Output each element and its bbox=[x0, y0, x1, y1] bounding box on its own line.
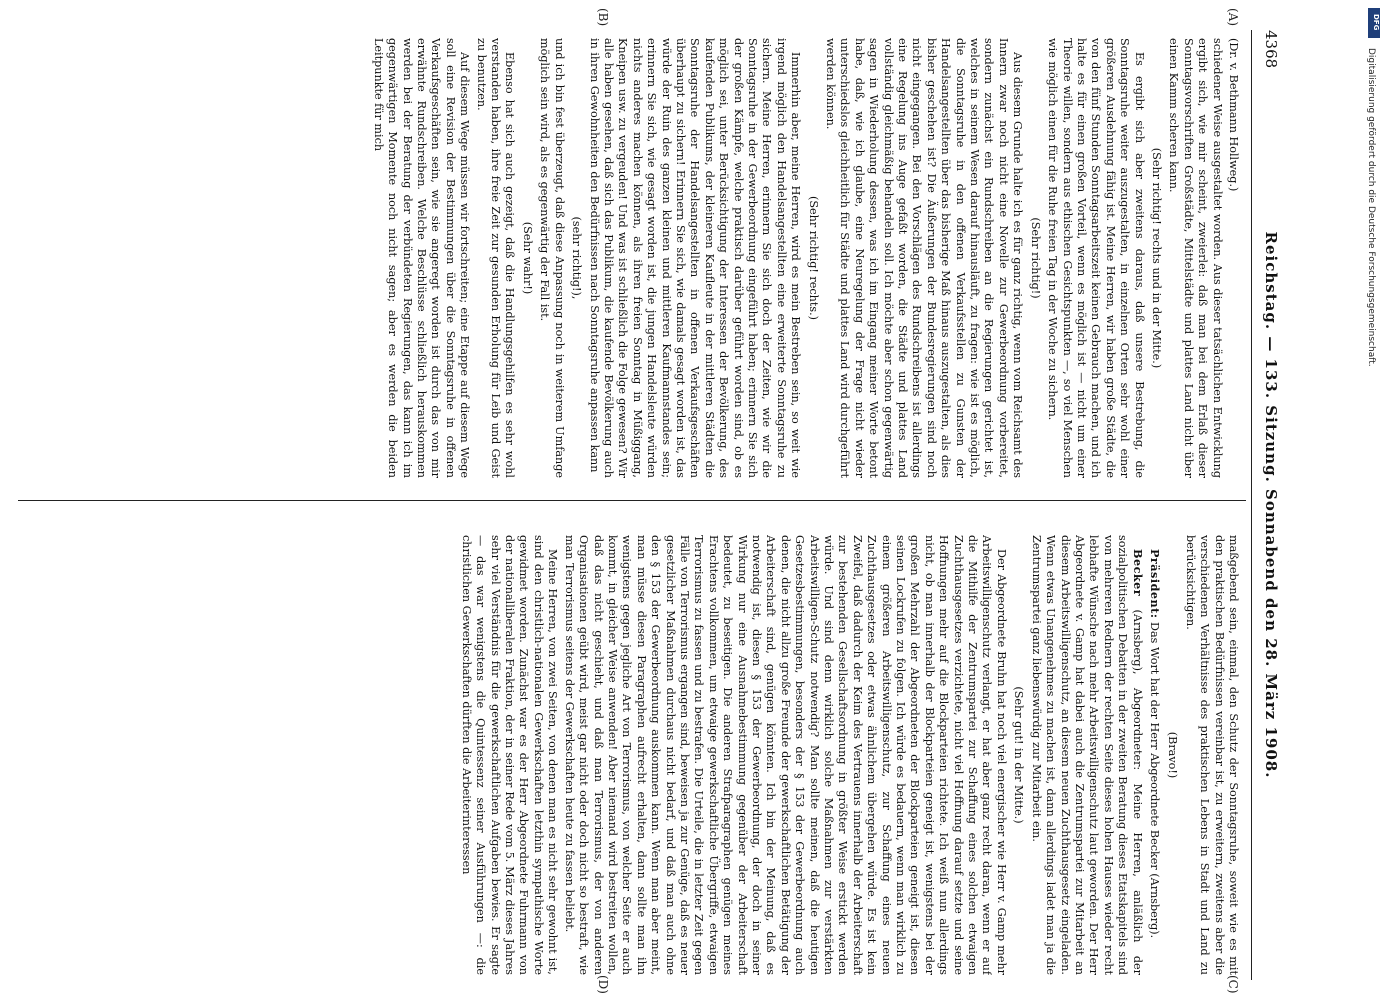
margin-mark-d: (D) bbox=[596, 975, 610, 994]
interjection: (Sehr richtig!) bbox=[1028, 217, 1042, 299]
session-title: Reichstag. — 133. Sitzung. Sonnabend den 28. März 1908. bbox=[1262, 231, 1280, 779]
paragraph: schiedener Weise ausgestaltet worden. Aus dieser tatsächlichen Entwicklung ergibt sich, wie mir scheint, zweierlei: daß man bei dem Erlaß dieser Sonntagsvorschriften Großstädte, Mittelstädte und plattes Land nicht über einen Kamm scheren kann. bbox=[1167, 38, 1224, 478]
speech-text: (Arnsberg), Abgeordneter: Meine Herren, anläßlich der sozialpolitischen Debatten in der zweiten Beratung dieses Etatskapitels sind von mehreren Rednern der rechten Seite dieses hohen Hauses wieder recht lebhafte Wünsche nach mehr Arbeitswilligenschutz laut geworden. Der Herr Abgeordnete v. Gamp hat dabei auch die Zentrumspartei zur Mitarbeit an diesem Arbeitswilligenschutz, an diesem neuen Zuchthausgesetz eingeladen. Wenn etwas Unangenehmes zu machen ist, dann allerdings ladet man ja die Zentrumspartei ganz liebenswürdig zur Mitarbeit ein. bbox=[1029, 535, 1144, 975]
speech-text: Das Wort hat der Herr Abgeordnete Becker (Arnsberg). bbox=[1147, 622, 1161, 939]
digitization-note bbox=[1366, 48, 1376, 648]
speech-paragraph bbox=[1028, 535, 1144, 975]
interjection: (Sehr wahr!) bbox=[520, 221, 534, 295]
paragraph: und ich bin fest überzeugt, daß diese Anpassung noch in weiterem Umfange möglich sein wird, als es gegenwärtig der Fall ist. bbox=[538, 38, 566, 478]
paragraph: Ebenso hat sich auch gezeigt, daß die Handlungsgehilfen es sehr wohl verstanden haben, ihre freie Zeit zur gesunden Erholung für Leib und Geist zu benutzen. bbox=[474, 38, 517, 478]
speech-paragraph bbox=[1147, 535, 1162, 975]
paragraph: Meine Herren, von zwei Seiten, von denen man es nicht sehr gewohnt ist, sind den christlich-nationalen Gewerkschaften letzthin sympathische Worte gewidmet worden. Zunächst war es der Herr Abgeordnete Fuhrmann von der nationalliberalen Fraktion, der in seiner Rede vom 5. März dieses Jahres sehr viel Verständnis für die gewerkschaftlichen Aufgaben bewies. Er sagte — das war wenigstens die Quintessenz seiner Ausführungen —: die christlichen Gewerkschaften dürften die Arbeiterinteressen bbox=[459, 535, 560, 975]
paragraph: Aus diesem Grunde halte ich es für ganz richtig, wenn vom Reichsamt des Innern zwar noch nicht eine Novelle zur Gewerbeordnung vorbereitet, sondern zunächst ein Rundschreiben an die Regierungen gerichtet ist, welches in seinem Wesen darauf hinausläuft, zu fragen: wie ist es möglich, die Sonntagsruhe in den offenen Verkaufsstellen zu Gunsten der Handelsangestellten über das bisherige Maß hinaus auszugestalten, als dies bisher geschehen ist? Die Äußerungen der Bundesregierungen sind noch nicht eingegangen. Bei den Vorschlägen des Rundschreibens ist allerdings eine Regelung ins Auge gefaßt worden, die Städte und plattes Land vollständig gleichmäßig behandeln soll. Ich möchte aber schon gegenwärtig sagen in Wiederholung dessen, was ich im Eingang meiner Worte betont habe, daß, wie ich glaube, eine Neuregelung der Frage nicht wieder unterschiedslos gleichheitlich für Städte und plattes Land wird durchgeführt werden können. bbox=[824, 38, 1025, 478]
dfg-logo-text: DFG bbox=[1372, 14, 1380, 31]
paragraph: Der Abgeordnete Bruhn hat noch viel energischer wie Herr v. Gamp mehr Arbeitswilligenschutz verlangt, er hat aber ganz recht daran, wenn er auf die Mithilfe der Zentrumspartei zur Schaffung eines solchen etwaigen Zuchthausgesetzes verzichtete, nicht viel Hoffnung darauf setzte und seine Hoffnungen mehr auf die Blockparteien richtete. Ich weiß nun allerdings nicht, ob man innerhalb der Blockparteien geneigt ist, wenigstens bei der großen Mehrzahl der Abgeordneten der Blockparteien geneigt ist, diesen seinen Lockrufen zu folgen. Ich würde es bedauern, wenn man wirklich zu einem größeren Arbeitswilligenschutz, zur Schaffung eines neuen Zuchthausgesetzes oder etwas ähnlichem übergehen würde. Es ist kein Zweifel, daß dadurch der Keim des Vertrauens innerhalb der Arbeiterschaft zur bestehenden Gesellschaftsordnung in größter Weise erstickt werden würde. Und sind denn wirklich solche Maßnahmen zur verstärkten Arbeitswilligen-Schutz notwendig? Man sollte meinen, daß die heutigen Gesetzesbestimmungen, besonders der § 153 der Gewerbeordnung auch denen, die nicht allzu große Freunde der gewerkschaftlichen Betätigung der Arbeiterschaft sind, genügen könnten. Ich bin der Meinung, daß es notwendig ist, diesen § 153 der Gewerbeordnung, der doch in seiner Wirkung nur eine Ausnahmebestimmung gegenüber der Arbeiterschaft bedeutet, zu beseitigen. Die anderen Strafparagraphen genügen meines Erachtens vollkommen, um etwaige gewerkschaftliche Übergriffe, etwaigen Terrorismus zu fassen und zu bestrafen. Die Urteile, die in letzter Zeit gegen Fälle von Terrorismus ergangen sind, beweisen ja zur Genüge, daß es neuer gesetzlicher Maßnahmen durchaus nicht bedarf, und daß man auch ohne den § 153 der Gewerbeordnung auskommen kann. Wenn man aber meint, man müsse diesen Paragraphen aufrecht erhalten, dann sollte man ihn wenigstens gegen jegliche Art von Terrorismus, von welcher Seite er auch kommt, in gleicher Weise anwenden! Aber niemand wird bestreiten wollen, daß das nicht geschieht, und daß man Terrorismus, der von anderen Organisationen geübt wird, meist gar nicht oder doch nicht so bestraft, wie man Terrorismus seitens der Gewerkschaften heute zu fassen beliebt. bbox=[562, 535, 1008, 975]
margin-mark-b: (B) bbox=[596, 8, 610, 27]
left-text-column bbox=[22, 38, 1240, 478]
paragraph: Immerhin aber, meine Herren, wird es mein Bestreben sein, so weit wie irgend möglich den Handelsangestellten eine erweiterte Sonntagsruhe zu sichern. Meine Herren, erinnern Sie sich doch der Zeiten, wie wir die Sonntagsruhe in der Gewerbeordnung eingeführt haben; erinnern Sie sich der großen Kämpfe, welche praktisch darüber geführt worden sind, ob es möglich sei, unter Berücksichtigung der Interessen der Bevölkerung, des kaufenden Publikums, der kleineren Kaufleute in der mittleren Städten die Sonntagsruhe der Handelsangestellten in offenen Verkaufsgeschäften überhaupt zu sichern! Erinnern Sie sich, wie damals gesagt worden ist, das würde der Ruin des ganzen kleinen und mittleren Kaufmannstandes sein; erinnern Sie sich, wie gesagt worden ist, die jungen Handelsleute würden nichts anderes machen können, als ihren freien Sonntag in Müßiggang, Kneipen usw. zu vergeuden! Und was ist schließlich die Folge gewesen? Wir alle haben gesehen, daß sich das Publikum, die kaufende Bevölkerung auch in ihren Gewohnheiten den Bedürfnissen nach Sonntagsruhe anpassen kann bbox=[587, 38, 803, 478]
paragraph: Es ergibt sich aber zweitens daraus, daß unsere Bestrebung, die Sonntagsruhe weiter auszugestalten, in einzelnen Orten sehr wohl einer größeren Ausdehnung fähig ist. Meine Herren, wir haben große Städte, die von den fünf Stunden Sonntagsarbeitszeit keinen Gebrauch machen, und ich halte es für einen großen Vorteil, wenn es möglich ist — nicht um einer Theorie willen, sondern aus ethischen Gesichtspunkten —, so viel Menschen wie möglich einen für die Ruhe freien Tag in der Woche zu sichern. bbox=[1046, 38, 1146, 478]
paragraph: (Dr. v. Bethmann Hollweg.) bbox=[1227, 38, 1240, 192]
right-text-column bbox=[22, 535, 1240, 975]
paragraph: Auf diesem Wege müssen wir fortschreiten; eine Etappe auf diesem Wege soll eine Revision der Bestimmungen über die Sonntagsruhe in offenen Verkaufsgeschäften sein, wie sie angeregt worden ist durch das von mir erwähnte Rundschreiben. Welche Beschlüsse schließlich herauskommen werden bei der Beratung der verbündeten Regierungen, das kann ich im gegenwärtigen Momente noch nicht sagen; aber es werden die beiden Leitpunkte für mich bbox=[371, 38, 472, 478]
page-header bbox=[1252, 30, 1292, 980]
margin-mark-a: (A) bbox=[1226, 8, 1240, 27]
dfg-logo bbox=[1368, 8, 1380, 38]
speaker-name: Präsident: bbox=[1147, 549, 1162, 619]
paragraph: maßgebend sein, einmal, den Schutz der Sonntagsruhe, soweit wie es mit den praktischen Bedürfnissen vereinbar ist, zu erweitern, zweitens aber die verschiedenen Verhältnisse des praktischen Lebens in Stadt und Land zu berücksichtigen. bbox=[1183, 535, 1240, 975]
interjection: (Bravo!) bbox=[1166, 731, 1180, 779]
margin-mark-c: (C) bbox=[1226, 975, 1240, 994]
page-number: 4368 bbox=[1262, 30, 1280, 69]
header-rule bbox=[1251, 30, 1252, 980]
speaker-name: Becker bbox=[1130, 549, 1145, 597]
interjection: (Sehr richtig! rechts und in der Mitte.) bbox=[1149, 147, 1163, 369]
interjection: (Sehr richtig! rechts.) bbox=[806, 195, 820, 321]
digitization-note-text: Digitalisierung gefördert durch die Deutsche Forschungsgemeinschaft. bbox=[1366, 48, 1376, 367]
interjection: (Sehr gut! in der Mitte.) bbox=[1012, 686, 1026, 824]
column-divider bbox=[18, 500, 1246, 501]
interjection: (sehr richtig!), bbox=[570, 216, 584, 300]
